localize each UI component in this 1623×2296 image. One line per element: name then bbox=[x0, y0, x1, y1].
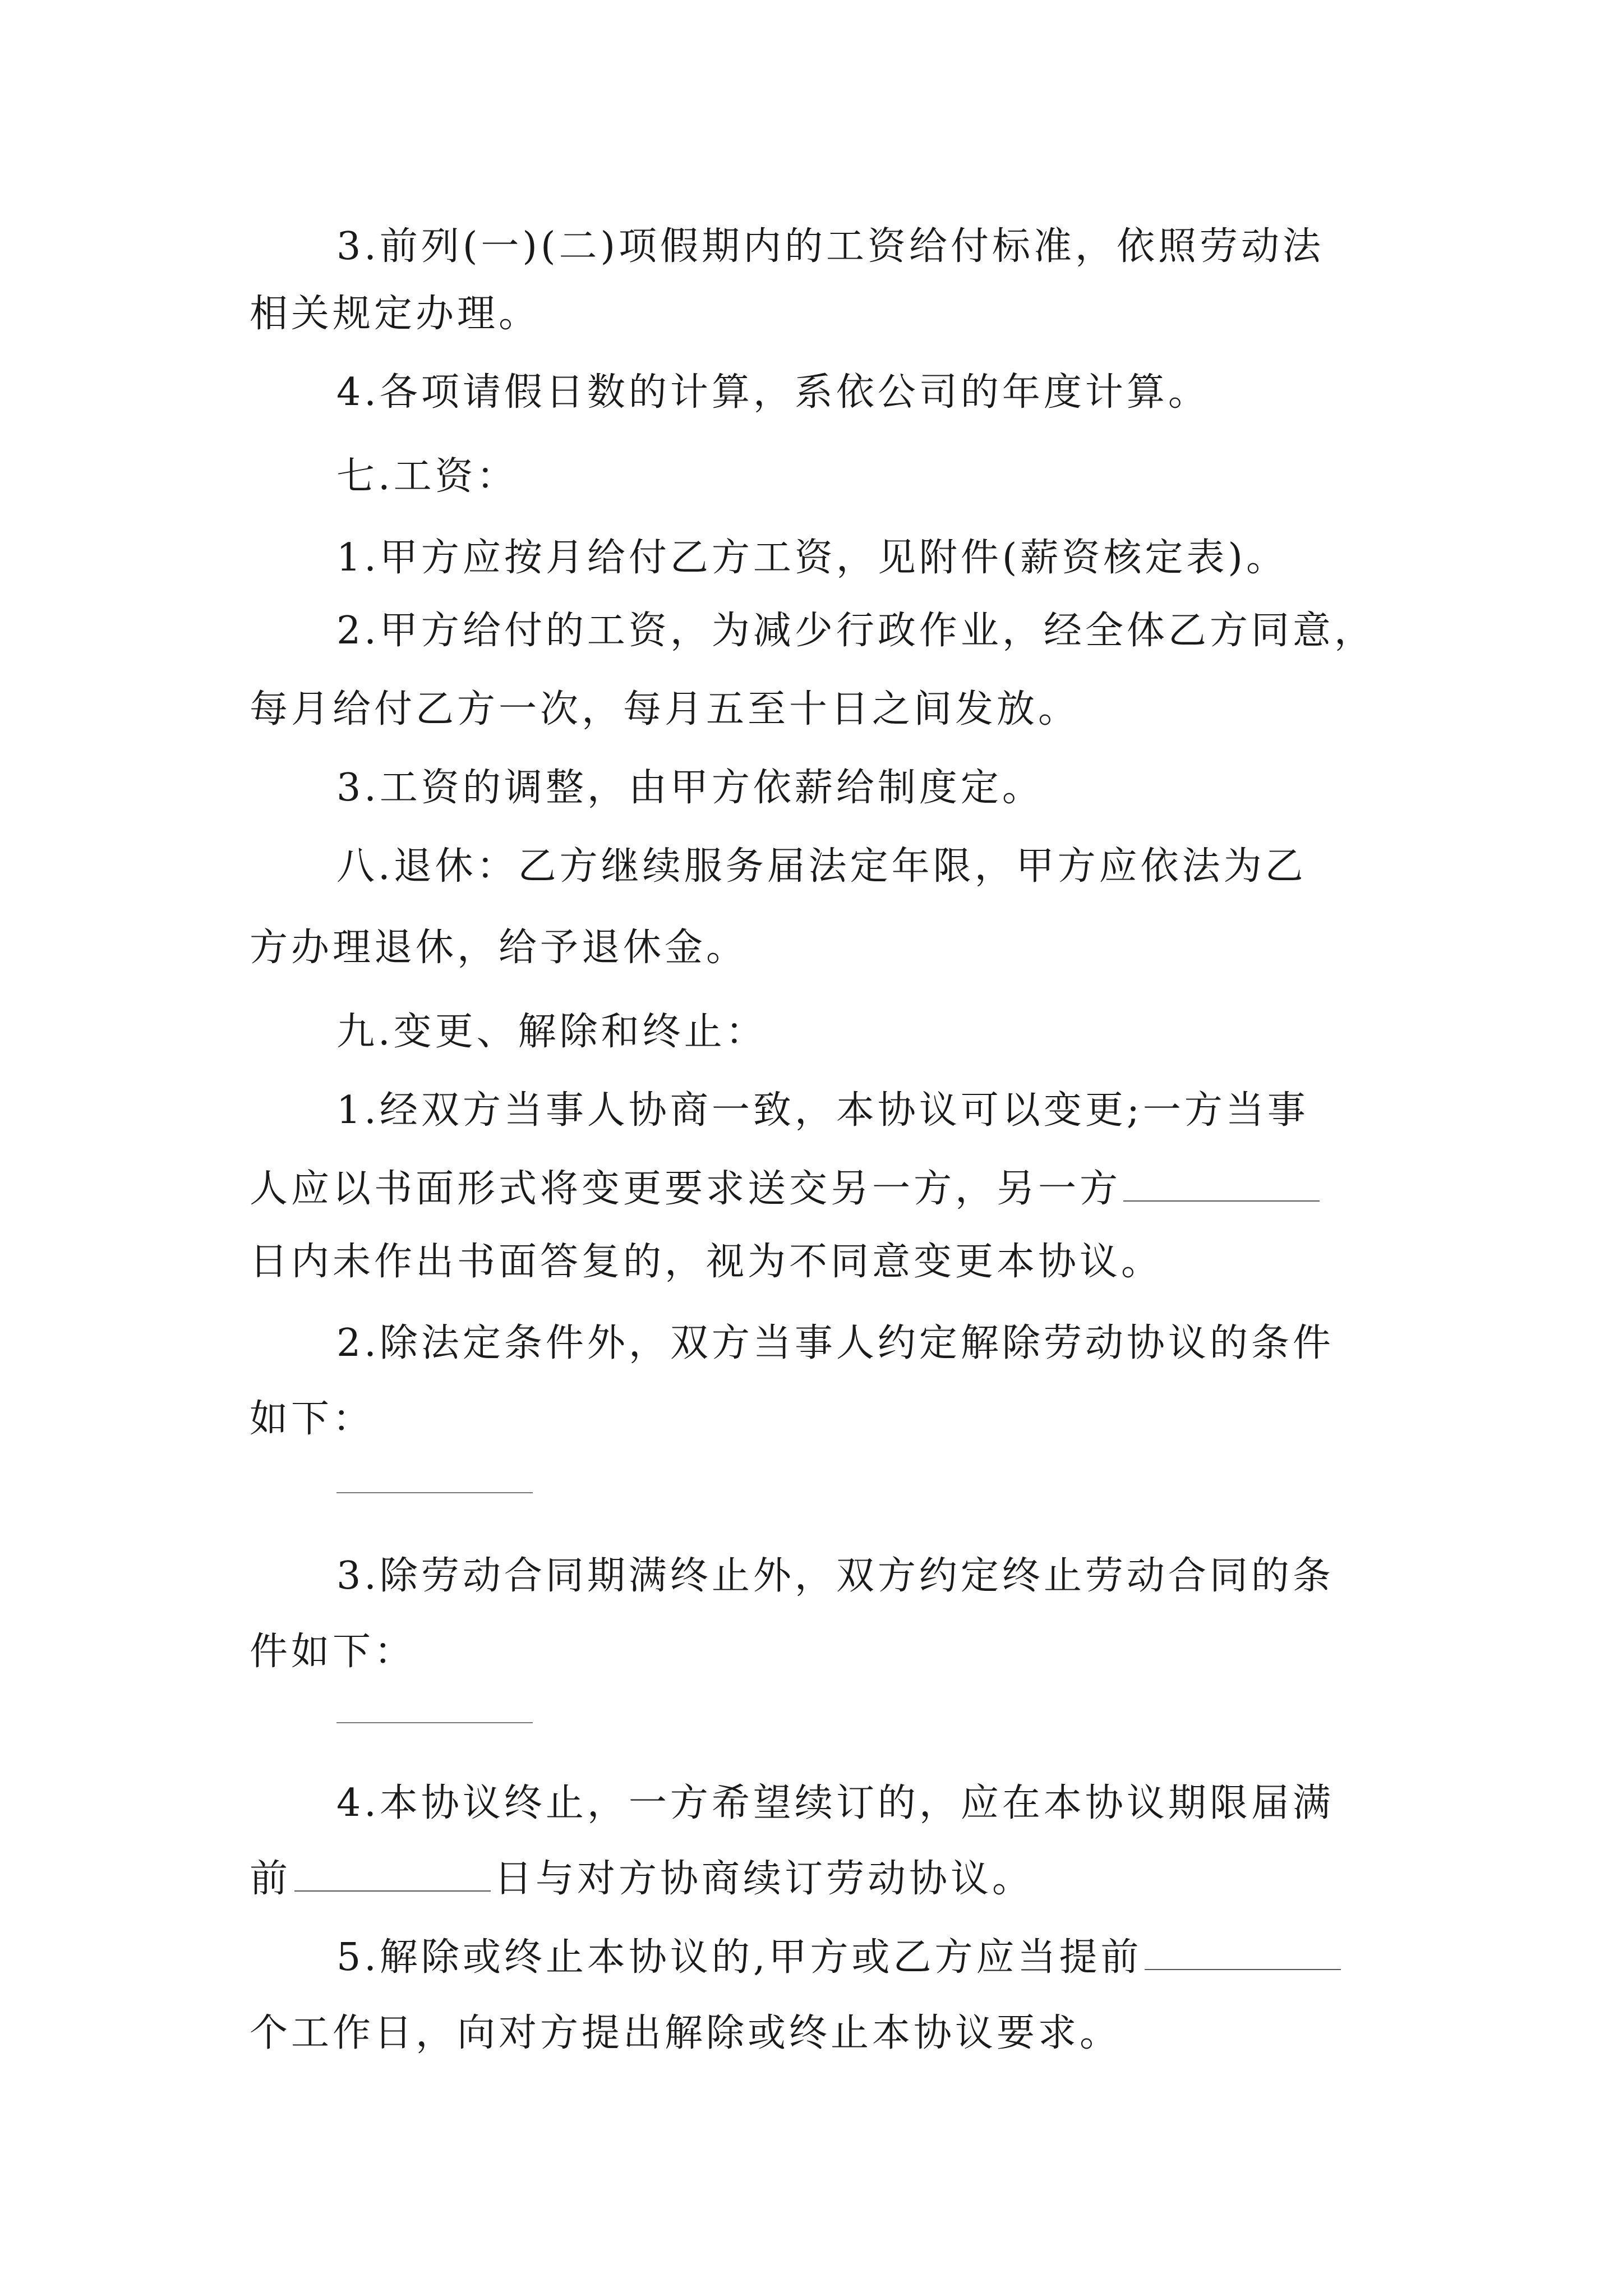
line-text: 件如下： bbox=[250, 1630, 416, 1674]
text-line bbox=[336, 1548, 1334, 1604]
text-line bbox=[250, 1234, 1163, 1290]
line-text: 个工作日，向对方提出解除或终止本协议要求。 bbox=[250, 2011, 1122, 2055]
line-text: 2.除法定条件外，双方当事人约定解除劳动协议的条件 bbox=[336, 1321, 1334, 1365]
text-line bbox=[336, 530, 1288, 586]
text-line bbox=[336, 760, 1044, 816]
line-text: 1.经双方当事人协商一致，本协议可以变更;一方当事 bbox=[336, 1088, 1309, 1133]
section-heading bbox=[336, 449, 518, 505]
text-line bbox=[336, 1775, 1334, 1832]
line-text: 每月给付乙方一次，每月五至十日之间发放。 bbox=[250, 687, 1080, 731]
text-line bbox=[336, 219, 1391, 275]
line-text: 方办理退休，给予退休金。 bbox=[250, 926, 748, 970]
line-text: 3.前列(一)(二)项假期内的工资给付标准，依照劳动法 bbox=[336, 224, 1324, 269]
fill-in-blank[interactable] bbox=[294, 1857, 491, 1892]
line-text: 八.退休：乙方继续服务届法定年限，甲方应依法为乙 bbox=[336, 844, 1307, 889]
line-text: 5.解除或终止本协议的,甲方或乙方应当提前 bbox=[336, 1935, 1142, 1980]
section-heading bbox=[336, 1004, 767, 1060]
line-text: 3.工资的调整，由甲方依薪给制度定。 bbox=[336, 766, 1044, 810]
line-text: 日与对方协商续订劳动协议。 bbox=[494, 1857, 1034, 1901]
text-line bbox=[250, 1161, 1320, 1217]
line-text: 七.工资： bbox=[336, 454, 518, 499]
line-text: 前 bbox=[250, 1857, 292, 1901]
text-line bbox=[336, 1315, 1334, 1372]
text-line bbox=[250, 1624, 416, 1680]
fill-in-blank[interactable] bbox=[1123, 1167, 1320, 1202]
text-line bbox=[336, 365, 1210, 421]
line-text: 2.甲方给付的工资，为减少行政作业，经全体乙方同意， bbox=[336, 609, 1376, 653]
text-line bbox=[250, 1391, 374, 1447]
text-line bbox=[336, 1930, 1341, 1986]
line-text: 1.甲方应按月给付乙方工资，见附件(薪资核定表)。 bbox=[336, 536, 1288, 580]
line-text: 4.各项请假日数的计算，系依公司的年度计算。 bbox=[336, 370, 1210, 415]
text-line bbox=[250, 1851, 1034, 1907]
line-text: 4.本协议终止，一方希望续订的，应在本协议期限届满 bbox=[336, 1781, 1334, 1825]
text-line bbox=[250, 2005, 1121, 2062]
fill-in-blank[interactable] bbox=[336, 1492, 533, 1493]
line-text: 人应以书面形式将变更要求送交另一方，另一方 bbox=[250, 1167, 1122, 1211]
text-line bbox=[336, 1083, 1309, 1139]
text-line bbox=[250, 920, 748, 976]
text-line bbox=[250, 682, 1080, 738]
text-line bbox=[250, 286, 540, 342]
line-text: 九.变更、解除和终止： bbox=[336, 1010, 767, 1054]
line-text: 相关规定办理。 bbox=[250, 292, 541, 336]
text-line bbox=[336, 603, 1376, 659]
section-heading bbox=[336, 839, 1307, 895]
line-text: 3.除劳动合同期满终止外，双方约定终止劳动合同的条 bbox=[336, 1554, 1334, 1598]
fill-in-blank[interactable] bbox=[336, 1722, 533, 1723]
fill-in-blank[interactable] bbox=[1145, 1935, 1341, 1970]
line-text: 如下： bbox=[250, 1397, 375, 1441]
line-text: 日内未作出书面答复的，视为不同意变更本协议。 bbox=[250, 1240, 1163, 1284]
